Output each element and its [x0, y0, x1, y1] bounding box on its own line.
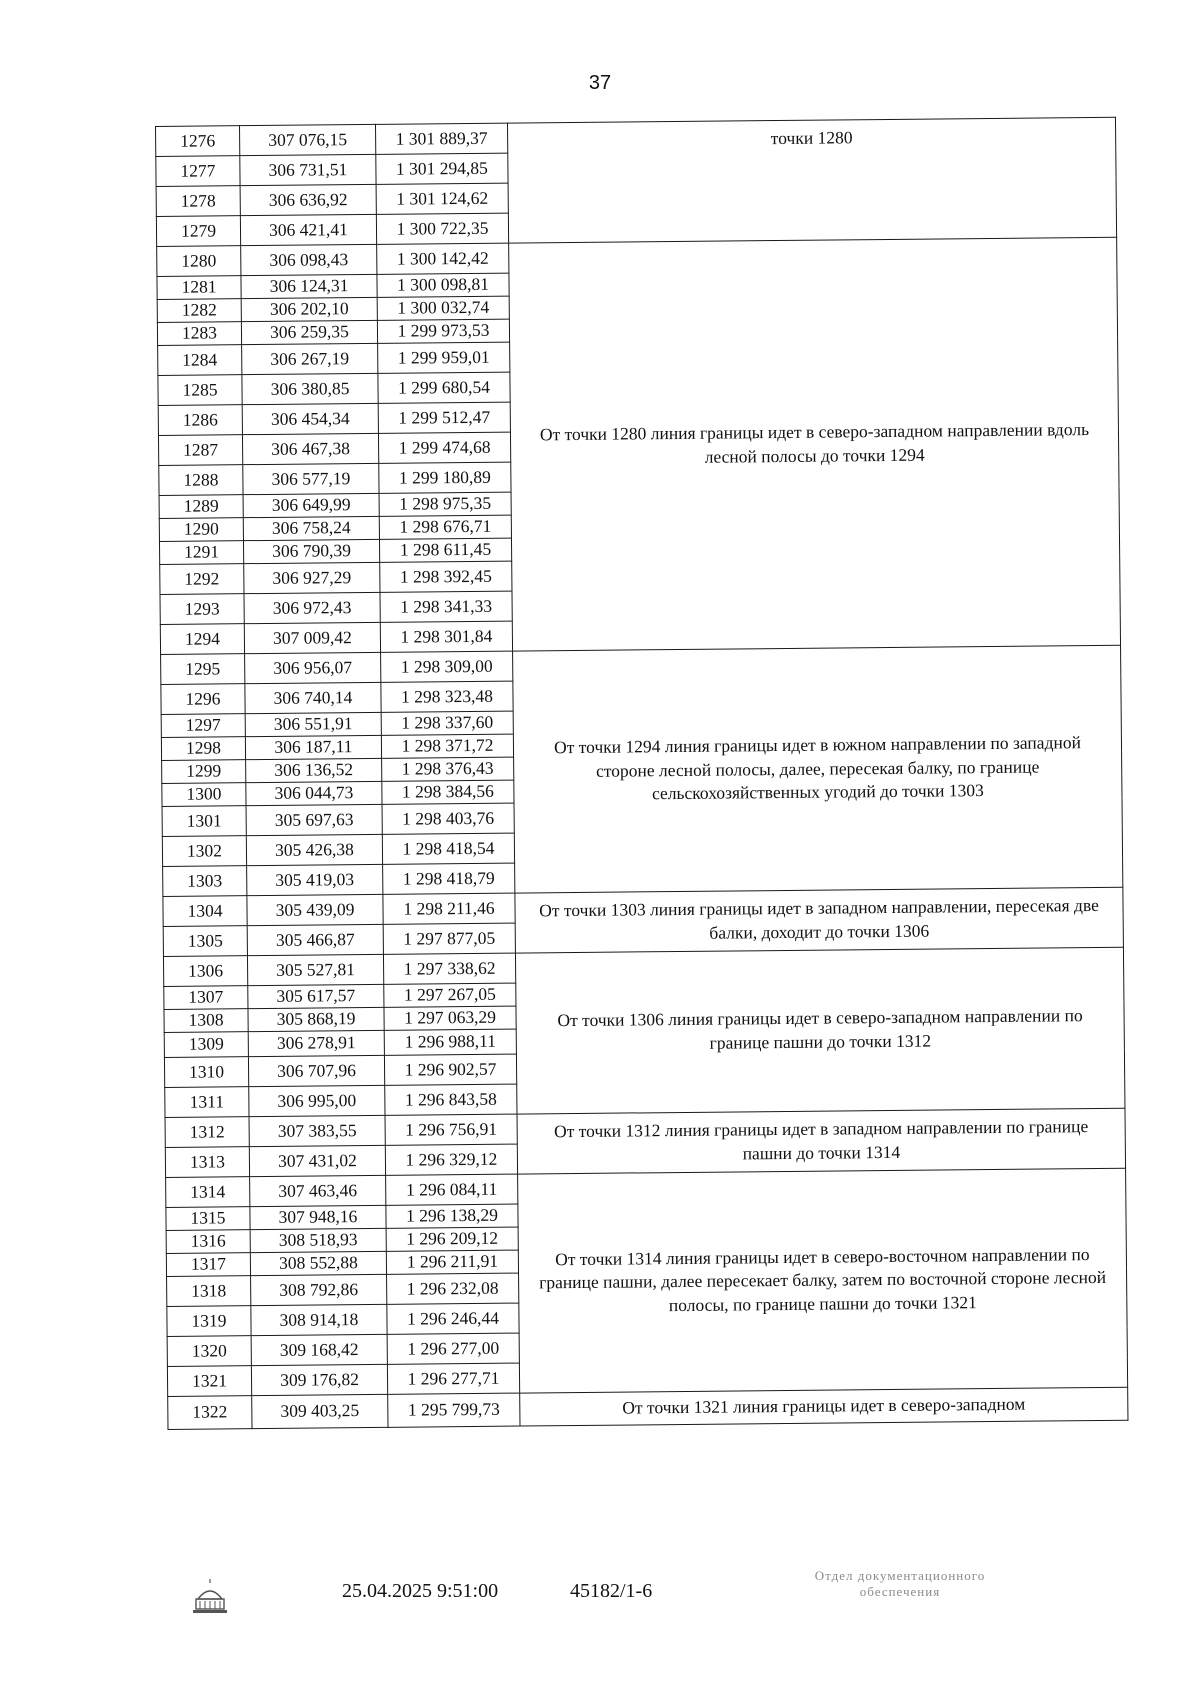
x-coordinate-cell: 308 792,86 [251, 1274, 387, 1305]
x-coordinate-cell: 309 176,82 [251, 1364, 387, 1395]
boundary-description-cell: От точки 1312 линия границы идет в западном направлении по границе пашни до точки 1314 [517, 1108, 1126, 1174]
x-coordinate-cell: 307 948,16 [250, 1205, 386, 1229]
x-coordinate-cell: 306 098,43 [241, 244, 377, 275]
y-coordinate-cell: 1 298 676,71 [379, 515, 511, 539]
y-coordinate-cell: 1 299 680,54 [378, 372, 510, 403]
point-number-cell: 1276 [156, 126, 240, 157]
x-coordinate-cell: 306 187,11 [245, 735, 381, 759]
y-coordinate-cell: 1 296 329,12 [385, 1144, 517, 1175]
point-number-cell: 1307 [164, 986, 248, 1010]
point-number-cell: 1312 [165, 1117, 249, 1148]
point-number-cell: 1282 [157, 299, 241, 323]
point-number-cell: 1320 [167, 1336, 251, 1367]
y-coordinate-cell: 1 298 418,79 [383, 863, 515, 894]
table-row [156, 117, 1116, 156]
point-number-cell: 1280 [157, 246, 241, 277]
x-coordinate-cell: 306 267,19 [242, 343, 378, 374]
x-coordinate-cell: 309 168,42 [251, 1334, 387, 1365]
point-number-cell: 1279 [156, 216, 240, 247]
x-coordinate-cell: 306 202,10 [241, 297, 377, 321]
footer-stamp-line2: обеспечения [859, 1584, 941, 1600]
point-number-cell: 1315 [166, 1207, 250, 1231]
y-coordinate-cell: 1 298 611,45 [379, 538, 511, 562]
y-coordinate-cell: 1 296 138,29 [386, 1204, 518, 1228]
y-coordinate-cell: 1 296 988,11 [384, 1029, 516, 1055]
x-coordinate-cell: 307 463,46 [250, 1175, 386, 1206]
point-number-cell: 1301 [162, 806, 246, 837]
point-number-cell: 1295 [161, 654, 245, 685]
point-number-cell: 1297 [161, 714, 245, 738]
y-coordinate-cell: 1 296 209,12 [386, 1227, 518, 1251]
point-number-cell: 1293 [160, 594, 244, 625]
x-coordinate-cell: 306 467,38 [242, 433, 378, 464]
coordinates-table-wrap [155, 117, 1127, 1430]
page-number: 37 [588, 72, 612, 94]
point-number-cell: 1313 [165, 1147, 249, 1178]
y-coordinate-cell: 1 296 902,57 [384, 1054, 516, 1085]
boundary-description-cell: От точки 1294 линия границы идет в южном направлении по западной стороне лесной полосы, далее, пересекая балку, по границе сельскохозяйственных угодий до точки 1303 [513, 645, 1123, 893]
point-number-cell: 1283 [157, 322, 241, 346]
point-number-cell: 1292 [160, 564, 244, 595]
point-number-cell: 1289 [159, 495, 243, 519]
y-coordinate-cell: 1 299 959,01 [378, 342, 510, 373]
x-coordinate-cell: 306 927,29 [244, 562, 380, 593]
point-number-cell: 1318 [167, 1276, 251, 1307]
y-coordinate-cell: 1 296 277,71 [387, 1363, 519, 1394]
point-number-cell: 1316 [166, 1230, 250, 1254]
x-coordinate-cell: 306 136,52 [246, 758, 382, 782]
point-number-cell: 1322 [168, 1396, 252, 1429]
x-coordinate-cell: 306 454,34 [242, 403, 378, 434]
y-coordinate-cell: 1 298 418,54 [382, 833, 514, 864]
y-coordinate-cell: 1 297 063,29 [384, 1006, 516, 1030]
y-coordinate-cell: 1 301 294,85 [376, 153, 508, 184]
point-number-cell: 1311 [165, 1087, 249, 1118]
point-number-cell: 1287 [158, 435, 242, 466]
coordinates-table [155, 117, 1128, 1430]
x-coordinate-cell: 305 527,81 [247, 954, 383, 985]
y-coordinate-cell: 1 298 337,60 [381, 711, 513, 735]
x-coordinate-cell: 307 076,15 [240, 124, 376, 155]
x-coordinate-cell: 306 972,43 [244, 592, 380, 623]
y-coordinate-cell: 1 298 376,43 [382, 757, 514, 781]
y-coordinate-cell: 1 298 403,76 [382, 803, 514, 834]
point-number-cell: 1298 [161, 737, 245, 761]
boundary-description-cell: От точки 1314 линия границы идет в северо-восточном направлении по границе пашни, далее пересекает балку, затем по восточной стороне лесной полосы, по границе пашни до точки 1321 [518, 1168, 1128, 1393]
x-coordinate-cell: 308 552,88 [250, 1251, 386, 1275]
x-coordinate-cell: 305 617,57 [248, 984, 384, 1008]
y-coordinate-cell: 1 296 211,91 [386, 1250, 518, 1274]
y-coordinate-cell: 1 300 098,81 [377, 273, 509, 297]
point-number-cell: 1299 [162, 760, 246, 784]
point-number-cell: 1277 [156, 156, 240, 187]
x-coordinate-cell: 306 380,85 [242, 373, 378, 404]
point-number-cell: 1302 [162, 836, 246, 867]
x-coordinate-cell: 306 044,73 [246, 781, 382, 805]
point-number-cell: 1321 [167, 1366, 251, 1397]
y-coordinate-cell: 1 298 371,72 [381, 734, 513, 758]
x-coordinate-cell: 307 431,02 [249, 1145, 385, 1176]
boundary-description-cell: От точки 1280 линия границы идет в северо-западном направлении вдоль лесной полосы до точки 1294 [509, 237, 1121, 651]
boundary-description-cell: От точки 1303 линия границы идет в западном направлении, пересекая две балки, доходит до точки 1306 [515, 887, 1124, 953]
point-number-cell: 1285 [158, 375, 242, 406]
x-coordinate-cell: 306 551,91 [245, 712, 381, 736]
y-coordinate-cell: 1 298 309,00 [381, 651, 513, 682]
x-coordinate-cell: 307 009,42 [244, 622, 380, 653]
point-number-cell: 1281 [157, 276, 241, 300]
point-number-cell: 1296 [161, 684, 245, 715]
point-number-cell: 1306 [163, 956, 247, 987]
y-coordinate-cell: 1 298 384,56 [382, 780, 514, 804]
y-coordinate-cell: 1 298 392,45 [380, 561, 512, 592]
y-coordinate-cell: 1 298 323,48 [381, 681, 513, 712]
footer-date: 25.04.2025 9:51:00 [342, 1580, 499, 1602]
x-coordinate-cell: 308 518,93 [250, 1228, 386, 1252]
y-coordinate-cell: 1 296 084,11 [386, 1174, 518, 1205]
x-coordinate-cell: 309 403,25 [252, 1394, 388, 1428]
x-coordinate-cell: 305 466,87 [247, 924, 383, 955]
point-number-cell: 1300 [162, 783, 246, 807]
point-number-cell: 1288 [159, 465, 243, 496]
boundary-description-cell: От точки 1306 линия границы идет в северо-западном направлении по границе пашни до точки 1312 [515, 947, 1125, 1114]
x-coordinate-cell: 306 956,07 [245, 652, 381, 683]
y-coordinate-cell: 1 299 474,68 [378, 432, 510, 463]
point-number-cell: 1304 [163, 896, 247, 927]
y-coordinate-cell: 1 301 124,62 [376, 183, 508, 214]
x-coordinate-cell: 306 731,51 [240, 154, 376, 185]
point-number-cell: 1308 [164, 1009, 248, 1033]
y-coordinate-cell: 1 298 341,33 [380, 591, 512, 622]
x-coordinate-cell: 306 278,91 [248, 1030, 384, 1056]
x-coordinate-cell: 306 636,92 [240, 184, 376, 215]
x-coordinate-cell: 305 439,09 [247, 894, 383, 925]
x-coordinate-cell: 306 995,00 [249, 1085, 385, 1116]
y-coordinate-cell: 1 297 267,05 [384, 983, 516, 1007]
x-coordinate-cell: 306 707,96 [248, 1055, 384, 1086]
y-coordinate-cell: 1 300 032,74 [377, 296, 509, 320]
x-coordinate-cell: 306 649,99 [243, 493, 379, 517]
x-coordinate-cell: 306 577,19 [243, 463, 379, 494]
x-coordinate-cell: 306 740,14 [245, 682, 381, 713]
y-coordinate-cell: 1 300 142,42 [377, 243, 509, 274]
y-coordinate-cell: 1 296 246,44 [387, 1303, 519, 1334]
point-number-cell: 1317 [166, 1253, 250, 1277]
y-coordinate-cell: 1 298 975,35 [379, 492, 511, 516]
x-coordinate-cell: 307 383,55 [249, 1115, 385, 1146]
point-number-cell: 1305 [163, 926, 247, 957]
point-number-cell: 1303 [163, 866, 247, 897]
footer-stamp-line1: Отдел документационного [814, 1568, 986, 1583]
boundary-description-cell: От точки 1321 линия границы идет в северо-западном [520, 1387, 1128, 1425]
point-number-cell: 1310 [164, 1057, 248, 1088]
x-coordinate-cell: 305 697,63 [246, 804, 382, 835]
point-number-cell: 1294 [160, 624, 244, 655]
footer-document-code: 45182/1-6 [570, 1580, 653, 1602]
y-coordinate-cell: 1 298 301,84 [380, 621, 512, 652]
emblem-icon [190, 1575, 230, 1617]
x-coordinate-cell: 306 124,31 [241, 274, 377, 298]
x-coordinate-cell: 305 419,03 [247, 864, 383, 895]
y-coordinate-cell: 1 295 799,73 [388, 1393, 520, 1427]
y-coordinate-cell: 1 300 722,35 [376, 213, 508, 244]
y-coordinate-cell: 1 297 338,62 [383, 953, 515, 984]
point-number-cell: 1286 [158, 405, 242, 436]
point-number-cell: 1290 [159, 518, 243, 542]
point-number-cell: 1319 [167, 1306, 251, 1337]
footer-stamp [750, 1568, 1050, 1601]
y-coordinate-cell: 1 296 277,00 [387, 1333, 519, 1364]
x-coordinate-cell: 305 868,19 [248, 1007, 384, 1031]
boundary-description-cell: точки 1280 [507, 117, 1116, 243]
y-coordinate-cell: 1 296 756,91 [385, 1114, 517, 1145]
x-coordinate-cell: 306 259,35 [241, 320, 377, 344]
y-coordinate-cell: 1 296 232,08 [387, 1273, 519, 1304]
y-coordinate-cell: 1 298 211,46 [383, 893, 515, 924]
point-number-cell: 1291 [159, 541, 243, 565]
y-coordinate-cell: 1 299 180,89 [379, 462, 511, 493]
y-coordinate-cell: 1 299 512,47 [378, 402, 510, 433]
x-coordinate-cell: 306 421,41 [240, 214, 376, 245]
x-coordinate-cell: 305 426,38 [246, 834, 382, 865]
coordinates-table-body [156, 117, 1128, 1429]
x-coordinate-cell: 306 790,39 [243, 539, 379, 563]
y-coordinate-cell: 1 299 973,53 [377, 319, 509, 343]
y-coordinate-cell: 1 297 877,05 [383, 923, 515, 954]
x-coordinate-cell: 306 758,24 [243, 516, 379, 540]
y-coordinate-cell: 1 301 889,37 [375, 123, 507, 154]
point-number-cell: 1309 [164, 1032, 248, 1058]
y-coordinate-cell: 1 296 843,58 [385, 1084, 517, 1115]
x-coordinate-cell: 308 914,18 [251, 1304, 387, 1335]
point-number-cell: 1278 [156, 186, 240, 217]
point-number-cell: 1284 [158, 345, 242, 376]
point-number-cell: 1314 [166, 1177, 250, 1208]
